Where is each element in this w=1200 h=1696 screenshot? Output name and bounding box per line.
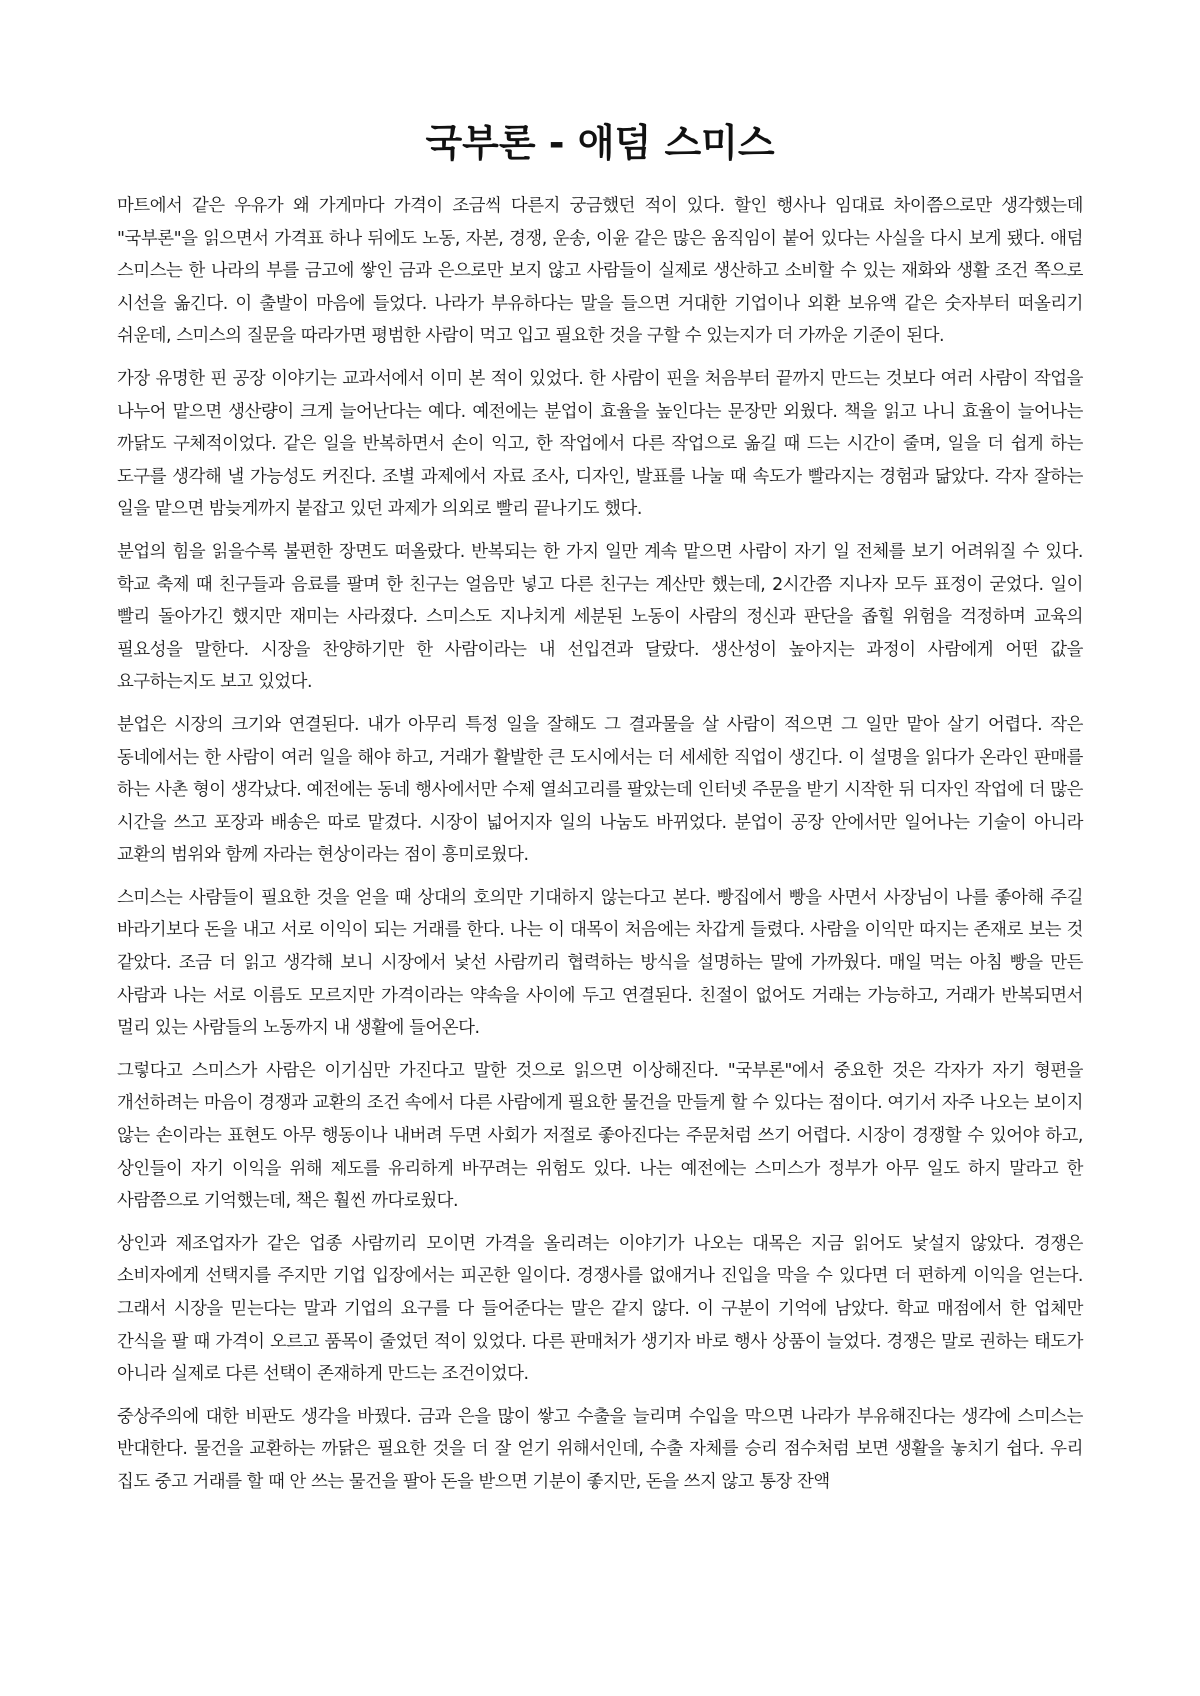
paragraph: 그렇다고 스미스가 사람은 이기심만 가진다고 말한 것으로 읽으면 이상해진다. "국부론"에서 중요한 것은 각자가 자기 형편을 개선하려는 마음이 경쟁과 교환의 조건 속에서 다른 사람에게 필요한 물건을 만들게 할 수 있다는 점이다. 여기서 자주 나오는 보이지 않는 손이라는 표현도 아무 행동이나 내버려 두면 사회가 저절로 좋아진다는 주문처럼 쓰기 어렵다. 시장이 경쟁할 수 있어야 하고, 상인들이 자기 이익을 위해 제도를 유리하게 바꾸려는 위험도 있다. 나는 예전에는 스미스가 정부가 아무 일도 하지 말라고 한 사람쯤으로 기억했는데, 책은 훨씬 까다로웠다. (117, 1060, 1083, 1212)
paragraph: 마트에서 같은 우유가 왜 가게마다 가격이 조금씩 다른지 궁금했던 적이 있다. 할인 행사나 임대료 차이쯤으로만 생각했는데 "국부론"을 읽으면서 가격표 하나 뒤에도 노동, 자본, 경쟁, 운송, 이윤 같은 많은 움직임이 붙어 있다는 사실을 다시 보게 됐다. 애덤 스미스는 한 나라의 부를 금고에 쌓인 금과 은으로만 보지 않고 사람들이 실제로 생산하고 소비할 수 있는 재화와 생활 조건 쪽으로 시선을 옮긴다. 이 출발이 마음에 들었다. 나라가 부유하다는 말을 들으면 거대한 기업이나 외환 보유액 같은 숫자부터 떠올리기 쉬운데, 스미스의 질문을 따라가면 평범한 사람이 먹고 입고 필요한 것을 구할 수 있는지가 더 가까운 기준이 된다. (117, 196, 1083, 347)
paragraph: 분업의 힘을 읽을수록 불편한 장면도 떠올랐다. 반복되는 한 가지 일만 계속 맡으면 사람이 자기 일 전체를 보기 어려워질 수 있다. 학교 축제 때 친구들과 음료를 팔며 한 친구는 얼음만 넣고 다른 친구는 계산만 했는데, 2시간쯤 지나자 모두 표정이 굳었다. 일이 빨리 돌아가긴 했지만 재미는 사라졌다. 스미스도 지나치게 세분된 노동이 사람의 정신과 판단을 좁힐 위험을 걱정하며 교육의 필요성을 말한다. 시장을 찬양하기만 한 사람이라는 내 선입견과 달랐다. 생산성이 높아지는 과정이 사람에게 어떤 값을 요구하는지도 보고 있었다. (117, 541, 1083, 693)
paragraph: 스미스는 사람들이 필요한 것을 얻을 때 상대의 호의만 기대하지 않는다고 본다. 빵집에서 빵을 사면서 사장님이 나를 좋아해 주길 바라기보다 돈을 내고 서로 이익이 되는 거래를 한다. 나는 이 대목이 처음에는 차갑게 들렸다. 사람을 이익만 따지는 존재로 보는 것 같았다. 조금 더 읽고 생각해 보니 시장에서 낯선 사람끼리 협력하는 방식을 설명하는 말에 가까웠다. 매일 먹는 아침 빵을 만든 사람과 나는 서로 이름도 모르지만 가격이라는 약속을 사이에 두고 연결된다. 친절이 없어도 거래는 가능하고, 거래가 반복되면서 멀리 있는 사람들의 노동까지 내 생활에 들어온다. (117, 887, 1083, 1039)
essay-body (117, 190, 1083, 1509)
paragraph: 분업은 시장의 크기와 연결된다. 내가 아무리 특정 일을 잘해도 그 결과물을 살 사람이 적으면 그 일만 맡아 살기 어렵다. 작은 동네에서는 한 사람이 여러 일을 해야 하고, 거래가 활발한 큰 도시에서는 더 세세한 직업이 생긴다. 이 설명을 읽다가 온라인 판매를 하는 사촌 형이 생각났다. 예전에는 동네 행사에서만 수제 열쇠고리를 팔았는데 인터넷 주문을 받기 시작한 뒤 디자인 작업에 더 많은 시간을 쓰고 포장과 배송은 따로 맡겼다. 시장이 넓어지자 일의 나눔도 바뀌었다. 분업이 공장 안에서만 일어나는 기술이 아니라 교환의 범위와 함께 자라는 현상이라는 점이 흥미로웠다. (117, 714, 1083, 866)
paragraph: 중상주의에 대한 비판도 생각을 바꿨다. 금과 은을 많이 쌓고 수출을 늘리며 수입을 막으면 나라가 부유해진다는 생각에 스미스는 반대한다. 물건을 교환하는 까닭은 필요한 것을 더 잘 얻기 위해서인데, 수출 자체를 승리 점수처럼 보면 생활을 놓치기 쉽다. 우리 집도 중고 거래를 할 때 안 쓰는 물건을 팔아 돈을 받으면 기분이 좋지만, 돈을 쓰지 않고 통장 잔액 (117, 1406, 1083, 1492)
paragraph: 가장 유명한 핀 공장 이야기는 교과서에서 이미 본 적이 있었다. 한 사람이 핀을 처음부터 끝까지 만드는 것보다 여러 사람이 작업을 나누어 맡으면 생산량이 크게 늘어난다는 예다. 예전에는 분업이 효율을 높인다는 문장만 외웠다. 책을 읽고 나니 효율이 늘어나는 까닭도 구체적이었다. 같은 일을 반복하면서 손이 익고, 한 작업에서 다른 작업으로 옮길 때 드는 시간이 줄며, 일을 더 쉽게 하는 도구를 생각해 낼 가능성도 커진다. 조별 과제에서 자료 조사, 디자인, 발표를 나눌 때 속도가 빨라지는 경험과 닮았다. 각자 잘하는 일을 맡으면 밤늦게까지 붙잡고 있던 과제가 의외로 빨리 끝나기도 했다. (117, 368, 1083, 520)
paragraph: 상인과 제조업자가 같은 업종 사람끼리 모이면 가격을 올리려는 이야기가 나오는 대목은 지금 읽어도 낯설지 않았다. 경쟁은 소비자에게 선택지를 주지만 기업 입장에서는 피곤한 일이다. 경쟁사를 없애거나 진입을 막을 수 있다면 더 편하게 이익을 얻는다. 그래서 시장을 믿는다는 말과 기업의 요구를 다 들어준다는 말은 같지 않다. 이 구분이 기억에 남았다. 학교 매점에서 한 업체만 간식을 팔 때 가격이 오르고 품목이 줄었던 적이 있었다. 다른 판매처가 생기자 바로 행사 상품이 늘었다. 경쟁은 말로 권하는 태도가 아니라 실제로 다른 선택이 존재하게 만드는 조건이었다. (117, 1233, 1083, 1385)
page-title: 국부론 - 애덤 스미스 (425, 121, 775, 165)
